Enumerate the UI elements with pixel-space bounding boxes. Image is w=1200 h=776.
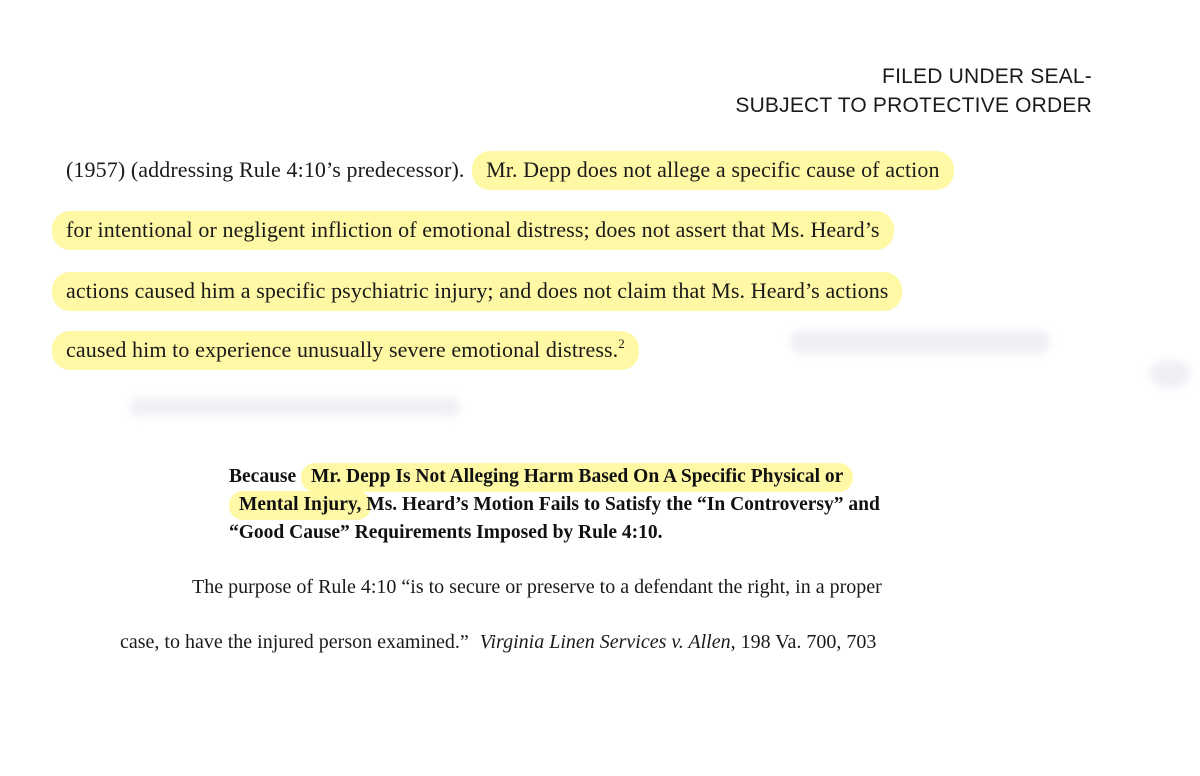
heading-plain: “Good Cause” Requirements Imposed by Rule 4:10.: [229, 522, 663, 543]
body-line-3: [66, 278, 888, 304]
section-heading-line-2: [229, 494, 880, 516]
body-line-2: [66, 217, 880, 243]
highlighted-text: for intentional or negligent infliction of emotional distress; does not assert that Ms. Heard’s: [52, 211, 894, 250]
body-line-4: [66, 337, 625, 363]
paragraph-line-1: [192, 576, 882, 599]
highlighted-text: Mr. Depp does not allege a specific cause of action: [472, 151, 954, 190]
case-citation: Virginia Linen Services v. Allen: [479, 631, 731, 653]
scan-smudge: [790, 330, 1050, 354]
protective-order-stamp: [735, 62, 1092, 120]
paragraph-text: The purpose of Rule 4:10 “is to secure or preserve to a defendant the right, in a proper: [192, 576, 882, 598]
scan-smudge: [130, 398, 460, 416]
heading-plain: Ms. Heard’s Motion Fails to Satisfy the “In Controversy” and: [366, 494, 880, 515]
citation-reporter: , 198 Va. 700, 703: [730, 631, 877, 653]
heading-plain: Because: [229, 466, 297, 487]
body-line-1-plain: (1957) (addressing Rule 4:10’s predecessor).: [66, 157, 465, 182]
seal-line-1: FILED UNDER SEAL-: [882, 65, 1092, 88]
highlighted-text: Mental Injury,: [229, 491, 371, 520]
paragraph-text: case, to have the injured person examined.”: [120, 631, 469, 653]
section-heading-line-3: [229, 522, 663, 544]
highlighted-text: Mr. Depp Is Not Alleging Harm Based On A Specific Physical or: [301, 463, 853, 492]
body-line-1: [66, 157, 940, 183]
scan-smudge: [1150, 360, 1190, 388]
footnote-reference[interactable]: 2: [618, 336, 625, 351]
section-heading-line-1: [229, 466, 843, 488]
seal-line-2: SUBJECT TO PROTECTIVE ORDER: [735, 94, 1092, 117]
highlighted-text: [52, 331, 639, 370]
highlighted-text: actions caused him a specific psychiatric injury; and does not claim that Ms. Heard’s actions: [52, 272, 902, 311]
body-line-4-text: caused him to experience unusually severe emotional distress.: [66, 337, 619, 362]
paragraph-line-2: [120, 631, 876, 654]
